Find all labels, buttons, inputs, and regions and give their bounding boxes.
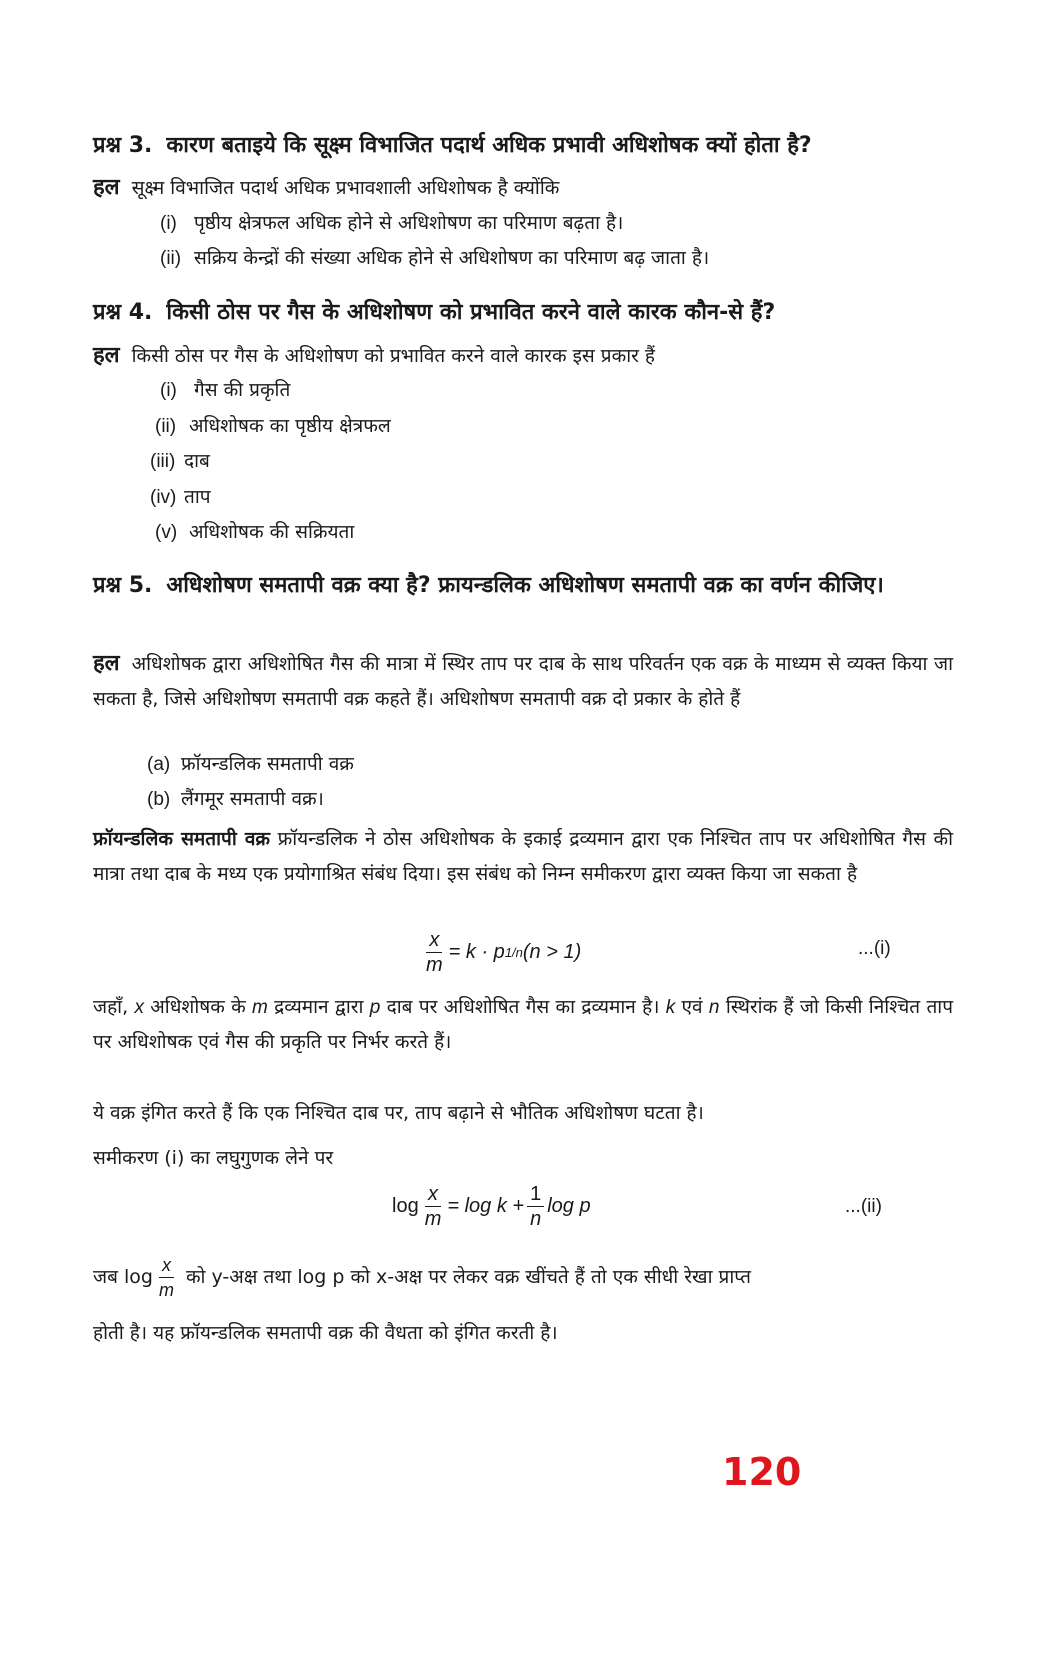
where-var-k: k: [665, 997, 676, 1018]
log-intro: [93, 1141, 953, 1176]
where-var-m: m: [252, 997, 268, 1018]
question-4-text: किसी ठोस पर गैस के अधिशोषण को प्रभावित करने वाले कारक कौन-से हैं?: [166, 300, 776, 325]
where-text-5: एवं: [681, 996, 703, 1018]
point-text: लैंगमूर समतापी वक्र।: [181, 788, 324, 810]
eq2-numerator: x: [425, 1182, 441, 1207]
answer-4-point-5: [155, 515, 354, 550]
eq1-fraction: [423, 928, 446, 977]
point-marker: (iv): [150, 487, 177, 508]
answer-5: [93, 646, 953, 717]
eq1-condition: (n > 1): [522, 941, 582, 963]
where-text-3: द्रव्यमान द्वारा: [274, 996, 364, 1018]
answer-3-text: सूक्ष्म विभाजित पदार्थ अधिक प्रभावशाली अधिशोषक है क्योंकि: [131, 177, 560, 199]
point-marker: (i): [160, 380, 177, 401]
question-4-label: प्रश्न 4.: [93, 300, 153, 325]
where-paragraph: [93, 990, 953, 1060]
answer-5-label: हल: [93, 651, 120, 676]
point-marker: (v): [155, 522, 178, 543]
eq2-middle: = log k +: [447, 1195, 525, 1217]
eq1-rhs: = k · p: [448, 941, 505, 963]
final-text-1: जब log: [93, 1266, 153, 1288]
point-marker: (ii): [155, 416, 177, 437]
point-marker: (b): [147, 789, 171, 810]
answer-4-label: हल: [93, 343, 120, 368]
question-3-label: प्रश्न 3.: [93, 133, 153, 158]
where-var-n: n: [708, 997, 720, 1018]
point-text: सक्रिय केन्द्रों की संख्या अधिक होने से अधिशोषण का परिमाण बढ़ जाता है।: [194, 247, 710, 269]
point-marker: (ii): [160, 248, 182, 269]
answer-3: [93, 170, 953, 206]
answer-4-text: किसी ठोस पर गैस के अधिशोषण को प्रभावित करने वाले कारक इस प्रकार हैं: [131, 345, 656, 367]
where-text-6: स्थिरांक हैं जो किसी निश्चित ताप पर अधिशोषक एवं गैस की प्रकृति पर निर्भर करते हैं।: [93, 996, 953, 1053]
answer-3-point-1: [160, 206, 623, 241]
question-5: [93, 568, 953, 604]
freundlich-paragraph: [93, 822, 953, 892]
eq2-fraction: [422, 1182, 445, 1231]
final-line-2: [93, 1316, 953, 1351]
question-5-label: प्रश्न 5.: [93, 573, 153, 598]
isotherm-type-b: [147, 782, 324, 817]
answer-4-point-4: [150, 480, 211, 515]
point-marker: (iii): [150, 451, 176, 472]
curve-statement: [93, 1096, 953, 1131]
point-text: अधिशोषक की सक्रियता: [189, 521, 355, 543]
point-text: दाब: [184, 450, 210, 472]
final-text-3: होती है। यह फ्रॉयन्डलिक समतापी वक्र की वैधता को इंगित करती है।: [93, 1322, 558, 1344]
eq2-numerator-2: 1: [527, 1182, 544, 1207]
final-text-2: को y-अक्ष तथा log p को x-अक्ष पर लेकर वक्र खींचते हैं तो एक सीधी रेखा प्राप्त: [185, 1266, 751, 1288]
where-var-p: p: [369, 997, 381, 1018]
eq1-exponent: 1/n: [504, 945, 523, 960]
equation-1: [420, 928, 581, 977]
point-text: गैस की प्रकृति: [194, 379, 291, 401]
eq2-denominator: m: [424, 1208, 442, 1230]
final-numerator: x: [159, 1253, 174, 1278]
equation-2-label: ...(ii): [845, 1196, 882, 1217]
question-3-text: कारण बताइये कि सूक्ष्म विभाजित पदार्थ अधिक प्रभावी अधिशोषक क्यों होता है?: [166, 133, 812, 158]
answer-4-point-2: [155, 409, 391, 444]
equation-2: [392, 1182, 591, 1231]
freundlich-heading: फ्रॉयन्डलिक समतापी वक्र: [93, 828, 271, 850]
where-text-4: दाब पर अधिशोषित गैस का द्रव्यमान है।: [386, 996, 660, 1018]
page-number: 120: [722, 1450, 802, 1494]
question-4: [93, 295, 953, 331]
eq2-denominator-2: n: [530, 1208, 542, 1230]
where-text-2: अधिशोषक के: [150, 996, 246, 1018]
equation-1-label: ...(i): [858, 938, 891, 959]
answer-5-text: अधिशोषक द्वारा अधिशोषित गैस की मात्रा में स्थिर ताप पर दाब के साथ परिवर्तन एक वक्र के माध्यम से व्यक्त किया जा सकता है, जिसे अधिशोषण समतापी वक्र कहते हैं। अधिशोषण समतापी वक्र दो प्रकार के होते हैं: [93, 653, 953, 710]
point-text: फ्रॉयन्डलिक समतापी वक्र: [181, 753, 354, 775]
final-fraction: [156, 1253, 177, 1302]
final-denominator: m: [158, 1280, 174, 1300]
eq1-denominator: m: [426, 954, 443, 976]
log-intro-text: समीकरण (i) का लघुगुणक लेने पर: [93, 1147, 334, 1169]
answer-3-label: हल: [93, 175, 120, 200]
point-text: अधिशोषक का पृष्ठीय क्षेत्रफल: [189, 415, 391, 437]
eq2-tail: log p: [547, 1195, 591, 1217]
freundlich-text: फ्रॉयन्डलिक ने ठोस अधिशोषक के इकाई द्रव्यमान द्वारा एक निश्चित ताप पर अधिशोषित गैस की मात्रा तथा दाब के मध्य एक प्रयोगाश्रित संबंध दिया। इस संबंध को निम्न समीकरण द्वारा व्यक्त किया जा सकता है: [93, 828, 953, 885]
curve-text: ये वक्र इंगित करते हैं कि एक निश्चित दाब पर, ताप बढ़ाने से भौतिक अधिशोषण घटता है।: [93, 1102, 704, 1124]
where-var-x: x: [134, 997, 144, 1018]
final-line-1: [93, 1253, 953, 1302]
answer-4-point-3: [150, 444, 210, 479]
eq2-log: log: [392, 1195, 419, 1217]
point-marker: (a): [147, 754, 171, 775]
question-5-text: अधिशोषण समतापी वक्र क्या है? फ्रायन्डलिक अधिशोषण समतापी वक्र का वर्णन कीजिए।: [166, 573, 884, 598]
answer-3-point-2: [160, 241, 709, 276]
point-text: पृष्ठीय क्षेत्रफल अधिक होने से अधिशोषण का परिमाण बढ़ता है।: [194, 212, 624, 234]
eq1-numerator: x: [426, 928, 442, 953]
answer-4-point-1: [160, 373, 290, 408]
isotherm-type-a: [147, 747, 354, 782]
question-3: [93, 128, 953, 164]
where-text-1: जहाँ,: [93, 996, 129, 1018]
point-text: ताप: [184, 486, 211, 508]
eq2-fraction-2: [527, 1182, 544, 1231]
answer-4: [93, 338, 953, 374]
point-marker: (i): [160, 213, 177, 234]
